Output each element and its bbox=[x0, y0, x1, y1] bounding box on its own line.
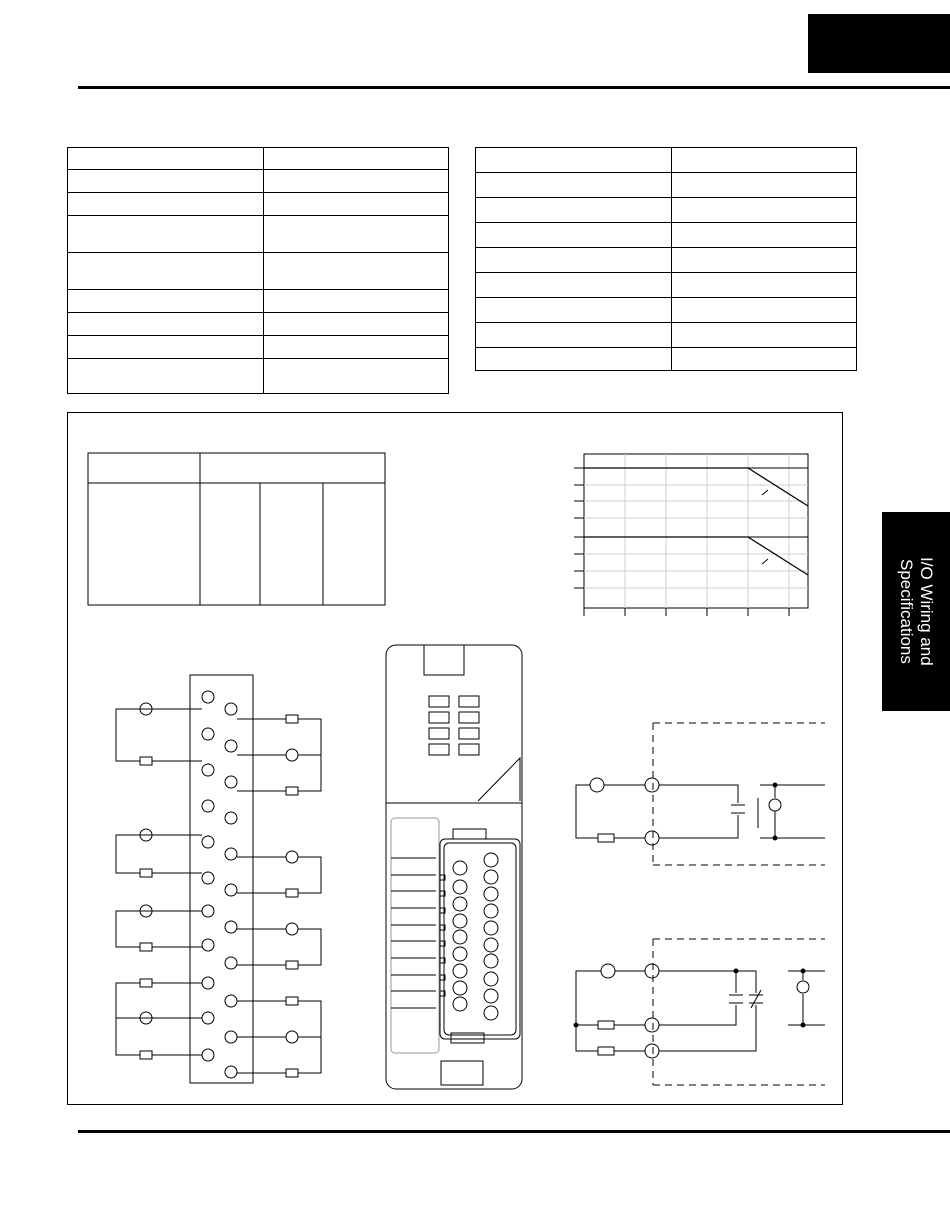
table-row bbox=[68, 290, 449, 313]
header-rule bbox=[78, 86, 950, 89]
table-row bbox=[68, 193, 449, 216]
chapter-tab-block bbox=[808, 14, 950, 73]
footer-rule bbox=[78, 1130, 950, 1133]
side-tab-label: I/O Wiring and Specifications bbox=[897, 557, 936, 666]
equivalent-circuit-top bbox=[576, 723, 825, 865]
derating-chart bbox=[574, 454, 808, 616]
table-row bbox=[476, 248, 857, 273]
table-row bbox=[476, 348, 857, 371]
wiring-diagram-panel bbox=[67, 412, 843, 1105]
table-row bbox=[476, 323, 857, 348]
table-row bbox=[476, 273, 857, 298]
table-row bbox=[68, 336, 449, 359]
table-row bbox=[68, 148, 449, 170]
table-row bbox=[476, 223, 857, 248]
spec-table-right bbox=[475, 147, 857, 371]
equivalent-circuit-bottom bbox=[574, 939, 825, 1085]
wiring-diagram bbox=[68, 413, 844, 1106]
spec-table-left bbox=[67, 147, 449, 394]
table-row bbox=[476, 198, 857, 223]
table-row bbox=[476, 298, 857, 323]
table-row bbox=[68, 253, 449, 290]
table-row bbox=[476, 148, 857, 173]
table-row bbox=[68, 216, 449, 253]
terminal-block-wiring bbox=[116, 675, 321, 1083]
table-row bbox=[68, 313, 449, 336]
module-front-view bbox=[386, 645, 522, 1089]
points-table bbox=[88, 453, 385, 605]
table-row bbox=[68, 359, 449, 394]
table-row bbox=[68, 170, 449, 193]
section-side-tab[interactable] bbox=[882, 512, 950, 711]
table-row bbox=[476, 173, 857, 198]
terminal-screws bbox=[202, 691, 237, 1078]
